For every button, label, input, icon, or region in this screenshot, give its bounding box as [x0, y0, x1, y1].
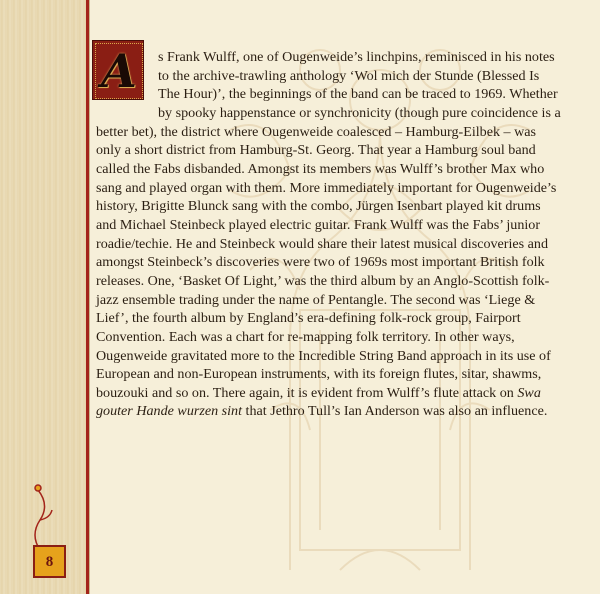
band-edge-line [89, 0, 90, 594]
song-title: Swa gouter Hande wurzen sint [96, 384, 541, 420]
vine-ornament [20, 480, 60, 550]
drop-cap-letter: A [101, 44, 137, 98]
article-tail-text: that Jethro Tull’s Ian Anderson was also an influence. [242, 403, 548, 420]
page-number: 8 [45, 554, 54, 570]
article-body [96, 48, 562, 421]
article-lead-text: s Frank Wulff, one of Ougenweide’s linchpins, reminisced in his notes to the archive-trawling anthology ‘Wol mich der Stunde (Blessed Is The Hour)’, the beginnings of the band can be traced to 1969. Whether by spooky happenstance or synchronicity (though pure coincidence is a better bet), the district where Ougenweide coalesced – Hamburg-Eilbek – was only a short district from Hamburg-St. Georg. That year a Hamburg soul band called the Fabs disbanded. Amongst its members was Wulff’s brother Max who sang and played organ with them. More immediately important for Ougenweide’s history, Brigitte Blunck sang with the combo, Jürgen Isenbart played kit drums and Michael Steinbeck played electric guitar. Frank Wulff was the Fabs’ junior roadie/techie. He and Steinbeck would share their latest musical discoveries and amongst Steinbeck’s discoveries were two of 1969s most important British folk releases. One, ‘Basket Of Light,’ was the third album by an Anglo-Scottish folk-jazz ensemble trading under the name of Pentangle. The second was ‘Liege & Lief’, the fourth album by England’s era-defining folk-rock group, Fairport Convention. Each was a chart for re-mapping folk territory. In other ways, Ougenweide gravitated more to the Incredible String Band approach in its use of European and non-European instruments, with its foreign flutes, sitar, shawms, bouzouki and so on. There again, it is evident from Wulff’s flute attack on [96, 49, 561, 401]
drop-cap-spacer [96, 48, 158, 106]
page-number-badge [33, 545, 66, 578]
